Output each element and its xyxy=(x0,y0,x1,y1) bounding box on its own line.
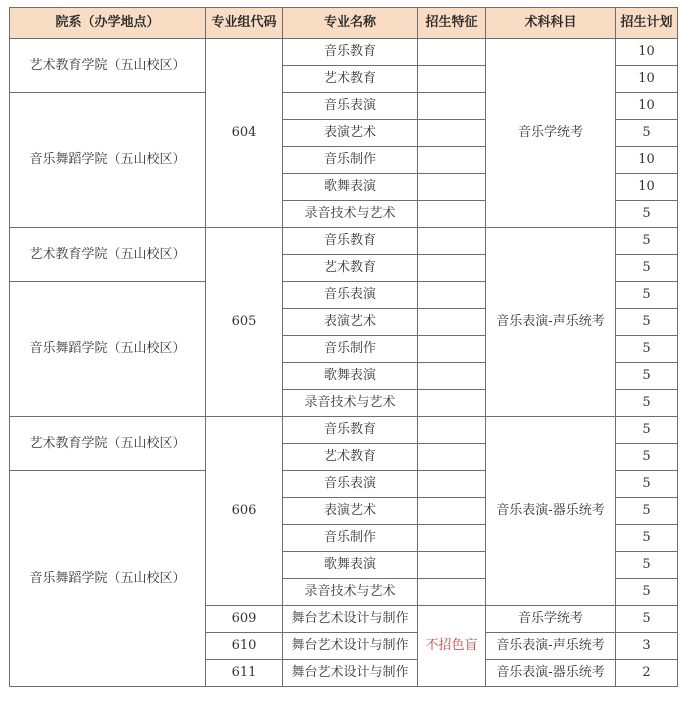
plan-cell: 5 xyxy=(616,363,678,390)
major-cell: 表演艺术 xyxy=(283,120,418,147)
header-subject: 术科科目 xyxy=(486,8,616,39)
plan-cell: 5 xyxy=(616,228,678,255)
feature-cell: 不招色盲 xyxy=(418,606,486,687)
major-cell: 音乐表演 xyxy=(283,471,418,498)
major-cell: 音乐制作 xyxy=(283,336,418,363)
major-cell: 音乐表演 xyxy=(283,282,418,309)
group-code-cell: 611 xyxy=(206,660,283,687)
major-cell: 录音技术与艺术 xyxy=(283,579,418,606)
major-cell: 录音技术与艺术 xyxy=(283,201,418,228)
plan-cell: 5 xyxy=(616,525,678,552)
feature-cell xyxy=(418,255,486,282)
plan-cell: 3 xyxy=(616,633,678,660)
feature-cell xyxy=(418,39,486,66)
subject-cell: 音乐学统考 xyxy=(486,39,616,228)
plan-cell: 10 xyxy=(616,93,678,120)
department-cell: 音乐舞蹈学院（五山校区） xyxy=(10,93,206,228)
plan-cell: 2 xyxy=(616,660,678,687)
feature-cell xyxy=(418,120,486,147)
major-cell: 艺术教育 xyxy=(283,444,418,471)
major-cell: 歌舞表演 xyxy=(283,552,418,579)
feature-cell xyxy=(418,417,486,444)
subject-cell: 音乐表演-声乐统考 xyxy=(486,633,616,660)
feature-cell xyxy=(418,147,486,174)
plan-cell: 5 xyxy=(616,606,678,633)
plan-cell: 10 xyxy=(616,66,678,93)
group-code-cell: 604 xyxy=(206,39,283,228)
major-cell: 歌舞表演 xyxy=(283,174,418,201)
feature-cell xyxy=(418,309,486,336)
feature-cell xyxy=(418,471,486,498)
header-feature: 招生特征 xyxy=(418,8,486,39)
plan-cell: 10 xyxy=(616,174,678,201)
feature-cell xyxy=(418,66,486,93)
major-cell: 表演艺术 xyxy=(283,309,418,336)
major-cell: 艺术教育 xyxy=(283,255,418,282)
major-cell: 歌舞表演 xyxy=(283,363,418,390)
feature-cell xyxy=(418,93,486,120)
feature-cell xyxy=(418,282,486,309)
department-cell: 艺术教育学院（五山校区） xyxy=(10,39,206,93)
subject-cell: 音乐表演-器乐统考 xyxy=(486,660,616,687)
enrollment-plan-table xyxy=(9,7,678,687)
major-cell: 舞台艺术设计与制作 xyxy=(283,606,418,633)
feature-cell xyxy=(418,498,486,525)
feature-cell xyxy=(418,228,486,255)
major-cell: 艺术教育 xyxy=(283,66,418,93)
plan-cell: 5 xyxy=(616,579,678,606)
major-cell: 舞台艺术设计与制作 xyxy=(283,633,418,660)
feature-cell xyxy=(418,579,486,606)
group-code-cell: 609 xyxy=(206,606,283,633)
plan-cell: 5 xyxy=(616,444,678,471)
group-code-cell: 610 xyxy=(206,633,283,660)
department-cell: 艺术教育学院（五山校区） xyxy=(10,417,206,471)
major-cell: 音乐制作 xyxy=(283,525,418,552)
plan-cell: 10 xyxy=(616,147,678,174)
table-row xyxy=(10,39,678,66)
major-cell: 音乐教育 xyxy=(283,417,418,444)
feature-cell xyxy=(418,336,486,363)
department-cell: 音乐舞蹈学院（五山校区） xyxy=(10,471,206,687)
major-cell: 音乐表演 xyxy=(283,93,418,120)
major-cell: 舞台艺术设计与制作 xyxy=(283,660,418,687)
feature-cell xyxy=(418,525,486,552)
plan-cell: 5 xyxy=(616,309,678,336)
subject-cell: 音乐学统考 xyxy=(486,606,616,633)
page xyxy=(9,7,678,687)
group-code-cell: 605 xyxy=(206,228,283,417)
plan-cell: 10 xyxy=(616,39,678,66)
plan-cell: 5 xyxy=(616,120,678,147)
header-major-name: 专业名称 xyxy=(283,8,418,39)
header-row xyxy=(10,8,678,39)
plan-cell: 5 xyxy=(616,201,678,228)
feature-cell xyxy=(418,363,486,390)
plan-cell: 5 xyxy=(616,498,678,525)
header-group-code: 专业组代码 xyxy=(206,8,283,39)
plan-cell: 5 xyxy=(616,282,678,309)
table-row xyxy=(10,228,678,255)
plan-cell: 5 xyxy=(616,255,678,282)
feature-cell xyxy=(418,552,486,579)
header-department: 院系（办学地点） xyxy=(10,8,206,39)
feature-cell xyxy=(418,390,486,417)
plan-cell: 5 xyxy=(616,390,678,417)
feature-cell xyxy=(418,444,486,471)
major-cell: 音乐教育 xyxy=(283,39,418,66)
plan-cell: 5 xyxy=(616,552,678,579)
table-row xyxy=(10,417,678,444)
group-code-cell: 606 xyxy=(206,417,283,606)
major-cell: 音乐制作 xyxy=(283,147,418,174)
subject-cell: 音乐表演-器乐统考 xyxy=(486,417,616,606)
department-cell: 音乐舞蹈学院（五山校区） xyxy=(10,282,206,417)
subject-cell: 音乐表演-声乐统考 xyxy=(486,228,616,417)
plan-cell: 5 xyxy=(616,336,678,363)
header-plan: 招生计划 xyxy=(616,8,678,39)
department-cell: 艺术教育学院（五山校区） xyxy=(10,228,206,282)
plan-cell: 5 xyxy=(616,417,678,444)
feature-cell xyxy=(418,201,486,228)
major-cell: 表演艺术 xyxy=(283,498,418,525)
major-cell: 录音技术与艺术 xyxy=(283,390,418,417)
major-cell: 音乐教育 xyxy=(283,228,418,255)
feature-cell xyxy=(418,174,486,201)
plan-cell: 5 xyxy=(616,471,678,498)
